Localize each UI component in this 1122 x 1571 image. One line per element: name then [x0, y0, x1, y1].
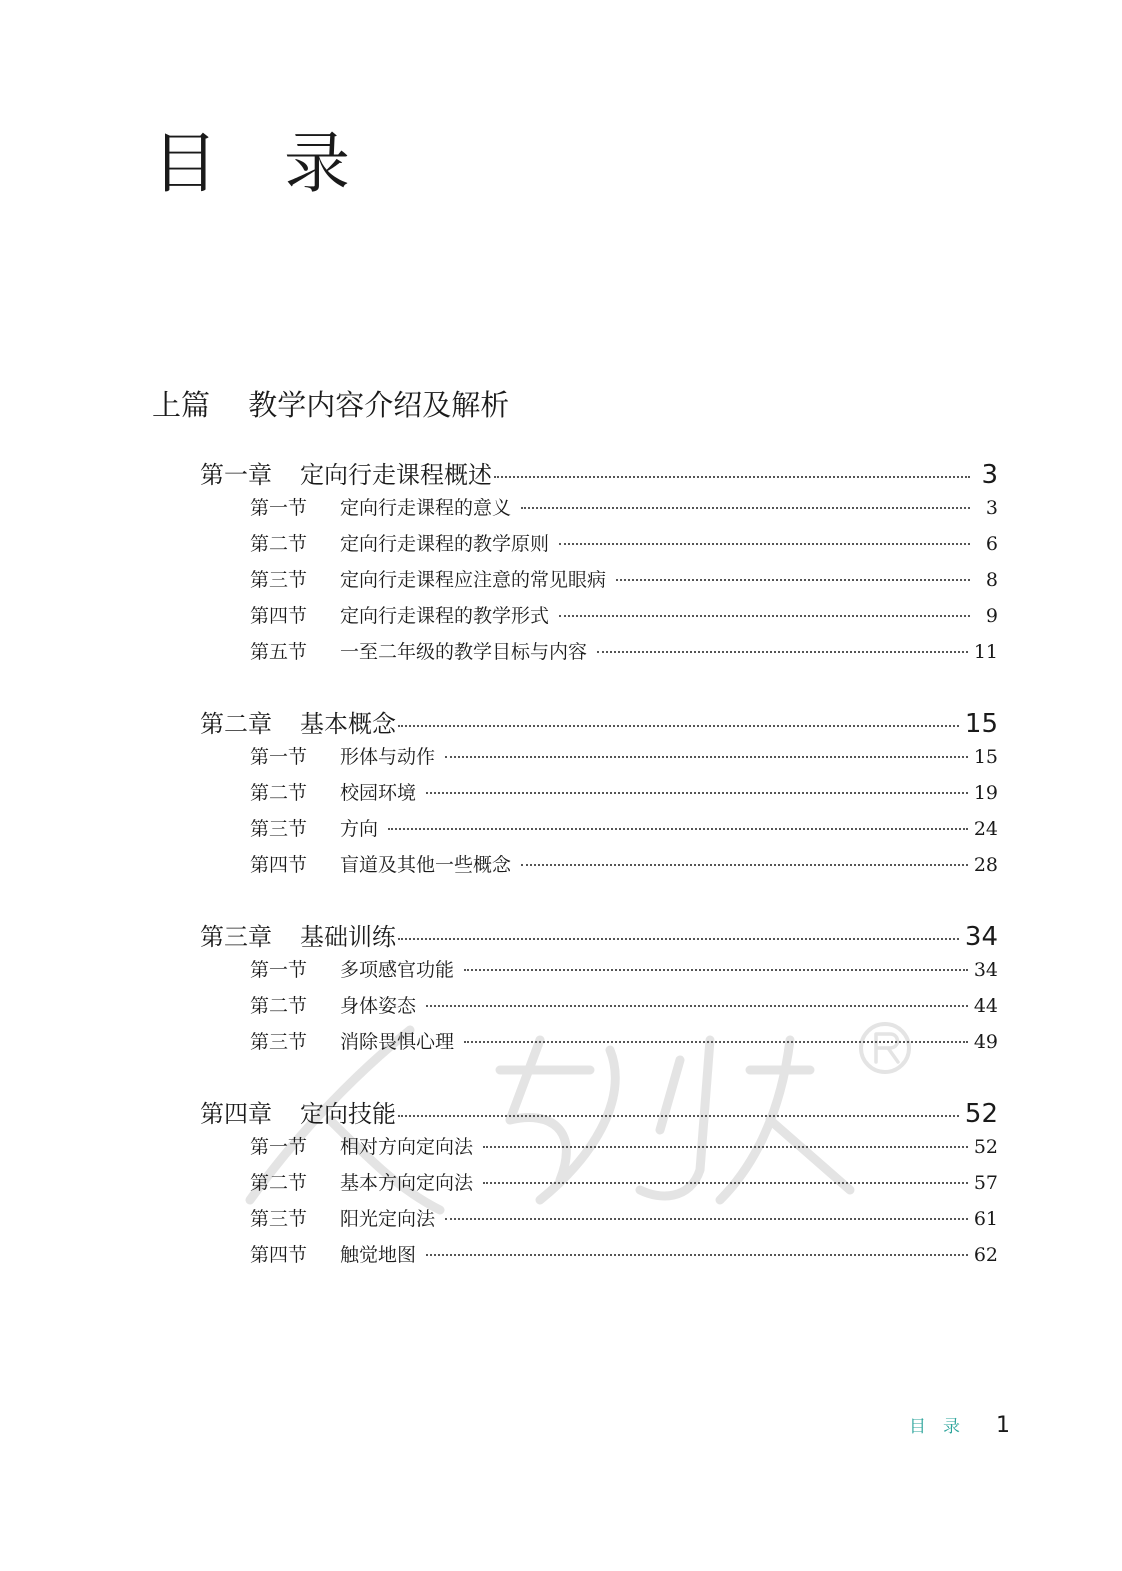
section-entry[interactable]: [250, 637, 998, 673]
chapter-page: 3: [981, 460, 998, 490]
section-title: 一至二年级的教学目标与内容: [340, 641, 588, 663]
section-page: 8: [985, 569, 998, 591]
dot-leader: [464, 1041, 968, 1043]
dot-leader: [559, 543, 970, 545]
dot-leader: [388, 828, 968, 830]
dot-leader: [398, 1115, 959, 1117]
chapter-title: 定向行走课程概述: [300, 461, 492, 489]
section-entry[interactable]: [250, 850, 998, 886]
section-page: 34: [973, 959, 998, 981]
section-number: 第二节: [250, 533, 308, 555]
table-of-contents: [0, 455, 1122, 1307]
chapter-page: 34: [964, 922, 998, 952]
section-entry[interactable]: [250, 1240, 998, 1276]
section-page: 3: [985, 497, 998, 519]
section-title: 阳光定向法: [340, 1208, 436, 1230]
section-title: 形体与动作: [340, 746, 436, 768]
section-number: 第一节: [250, 959, 308, 981]
chapter-3: [0, 917, 1122, 1063]
dot-leader: [483, 1182, 968, 1184]
section-entry[interactable]: [250, 742, 998, 778]
section-page: 9: [985, 605, 998, 627]
section-page: 28: [973, 854, 998, 876]
section-page: 11: [973, 641, 998, 663]
chapter-number: 第四章: [200, 1100, 272, 1128]
section-entry[interactable]: [250, 1132, 998, 1168]
section-number: 第三节: [250, 1208, 308, 1230]
section-title: 校园环境: [340, 782, 417, 804]
chapter-entry[interactable]: [200, 704, 998, 742]
chapter-page: 52: [964, 1099, 998, 1129]
chapter-number: 第一章: [200, 461, 272, 489]
section-number: 第二节: [250, 995, 308, 1017]
chapter-entry[interactable]: [200, 1094, 998, 1132]
dot-leader: [398, 725, 959, 727]
section-number: 第三节: [250, 1031, 308, 1053]
dot-leader: [616, 579, 970, 581]
section-number: 第二节: [250, 1172, 308, 1194]
chapter-title: 定向技能: [300, 1100, 396, 1128]
section-title: 消除畏惧心理: [340, 1031, 455, 1053]
section-title: 定向行走课程应注意的常见眼病: [340, 569, 607, 591]
section-page: 24: [973, 818, 998, 840]
dot-leader: [445, 756, 968, 758]
section-page: 19: [973, 782, 998, 804]
section-page: 49: [973, 1031, 998, 1053]
section-entry[interactable]: [250, 955, 998, 991]
section-title: 定向行走课程的教学形式: [340, 605, 550, 627]
section-title: 定向行走课程的教学原则: [340, 533, 550, 555]
dot-leader: [464, 969, 968, 971]
section-page: 61: [973, 1208, 998, 1230]
section-page: 52: [973, 1136, 998, 1158]
section-page: 6: [985, 533, 998, 555]
page-footer: [900, 1412, 1010, 1442]
footer-page-number: 1: [996, 1413, 1010, 1438]
chapter-number: 第三章: [200, 923, 272, 951]
section-number: 第四节: [250, 854, 308, 876]
section-entry[interactable]: [250, 565, 998, 601]
section-entry[interactable]: [250, 778, 998, 814]
dot-leader: [521, 864, 968, 866]
chapter-entry[interactable]: [200, 917, 998, 955]
section-title: 触觉地图: [340, 1244, 417, 1266]
chapter-number: 第二章: [200, 710, 272, 738]
chapter-2: [0, 704, 1122, 886]
dot-leader: [559, 615, 970, 617]
dot-leader: [445, 1218, 968, 1220]
dot-leader: [494, 476, 970, 478]
part-title: 上篇 教学内容介绍及解析: [152, 388, 510, 422]
section-number: 第一节: [250, 746, 308, 768]
section-page: 15: [973, 746, 998, 768]
dot-leader: [426, 792, 968, 794]
section-title: 定向行走课程的意义: [340, 497, 512, 519]
section-number: 第三节: [250, 569, 308, 591]
section-title: 盲道及其他一些概念: [340, 854, 512, 876]
section-entry[interactable]: [250, 1168, 998, 1204]
section-title: 身体姿态: [340, 995, 417, 1017]
section-entry[interactable]: [250, 529, 998, 565]
section-number: 第二节: [250, 782, 308, 804]
dot-leader: [398, 938, 959, 940]
section-number: 第三节: [250, 818, 308, 840]
section-page: 62: [973, 1244, 998, 1266]
section-number: 第一节: [250, 497, 308, 519]
section-entry[interactable]: [250, 1027, 998, 1063]
section-title: 基本方向定向法: [340, 1172, 474, 1194]
section-number: 第四节: [250, 1244, 308, 1266]
section-entry[interactable]: [250, 493, 998, 529]
chapter-1: [0, 455, 1122, 673]
section-number: 第一节: [250, 1136, 308, 1158]
section-entry[interactable]: [250, 814, 998, 850]
section-title: 方向: [340, 818, 379, 840]
dot-leader: [597, 651, 968, 653]
dot-leader: [426, 1254, 968, 1256]
chapter-page: 15: [964, 709, 998, 739]
chapter-entry[interactable]: [200, 455, 998, 493]
section-number: 第四节: [250, 605, 308, 627]
section-page: 57: [973, 1172, 998, 1194]
page-title: 目 录: [152, 125, 350, 202]
chapter-title: 基础训练: [300, 923, 396, 951]
section-entry[interactable]: [250, 991, 998, 1027]
section-title: 多项感官功能: [340, 959, 455, 981]
section-page: 44: [973, 995, 998, 1017]
dot-leader: [521, 507, 970, 509]
section-entry[interactable]: [250, 1204, 998, 1240]
section-entry[interactable]: [250, 601, 998, 637]
section-number: 第五节: [250, 641, 308, 663]
chapter-4: [0, 1094, 1122, 1276]
footer-label: 目 录: [909, 1417, 960, 1437]
chapter-title: 基本概念: [300, 710, 396, 738]
dot-leader: [483, 1146, 968, 1148]
dot-leader: [426, 1005, 968, 1007]
section-title: 相对方向定向法: [340, 1136, 474, 1158]
